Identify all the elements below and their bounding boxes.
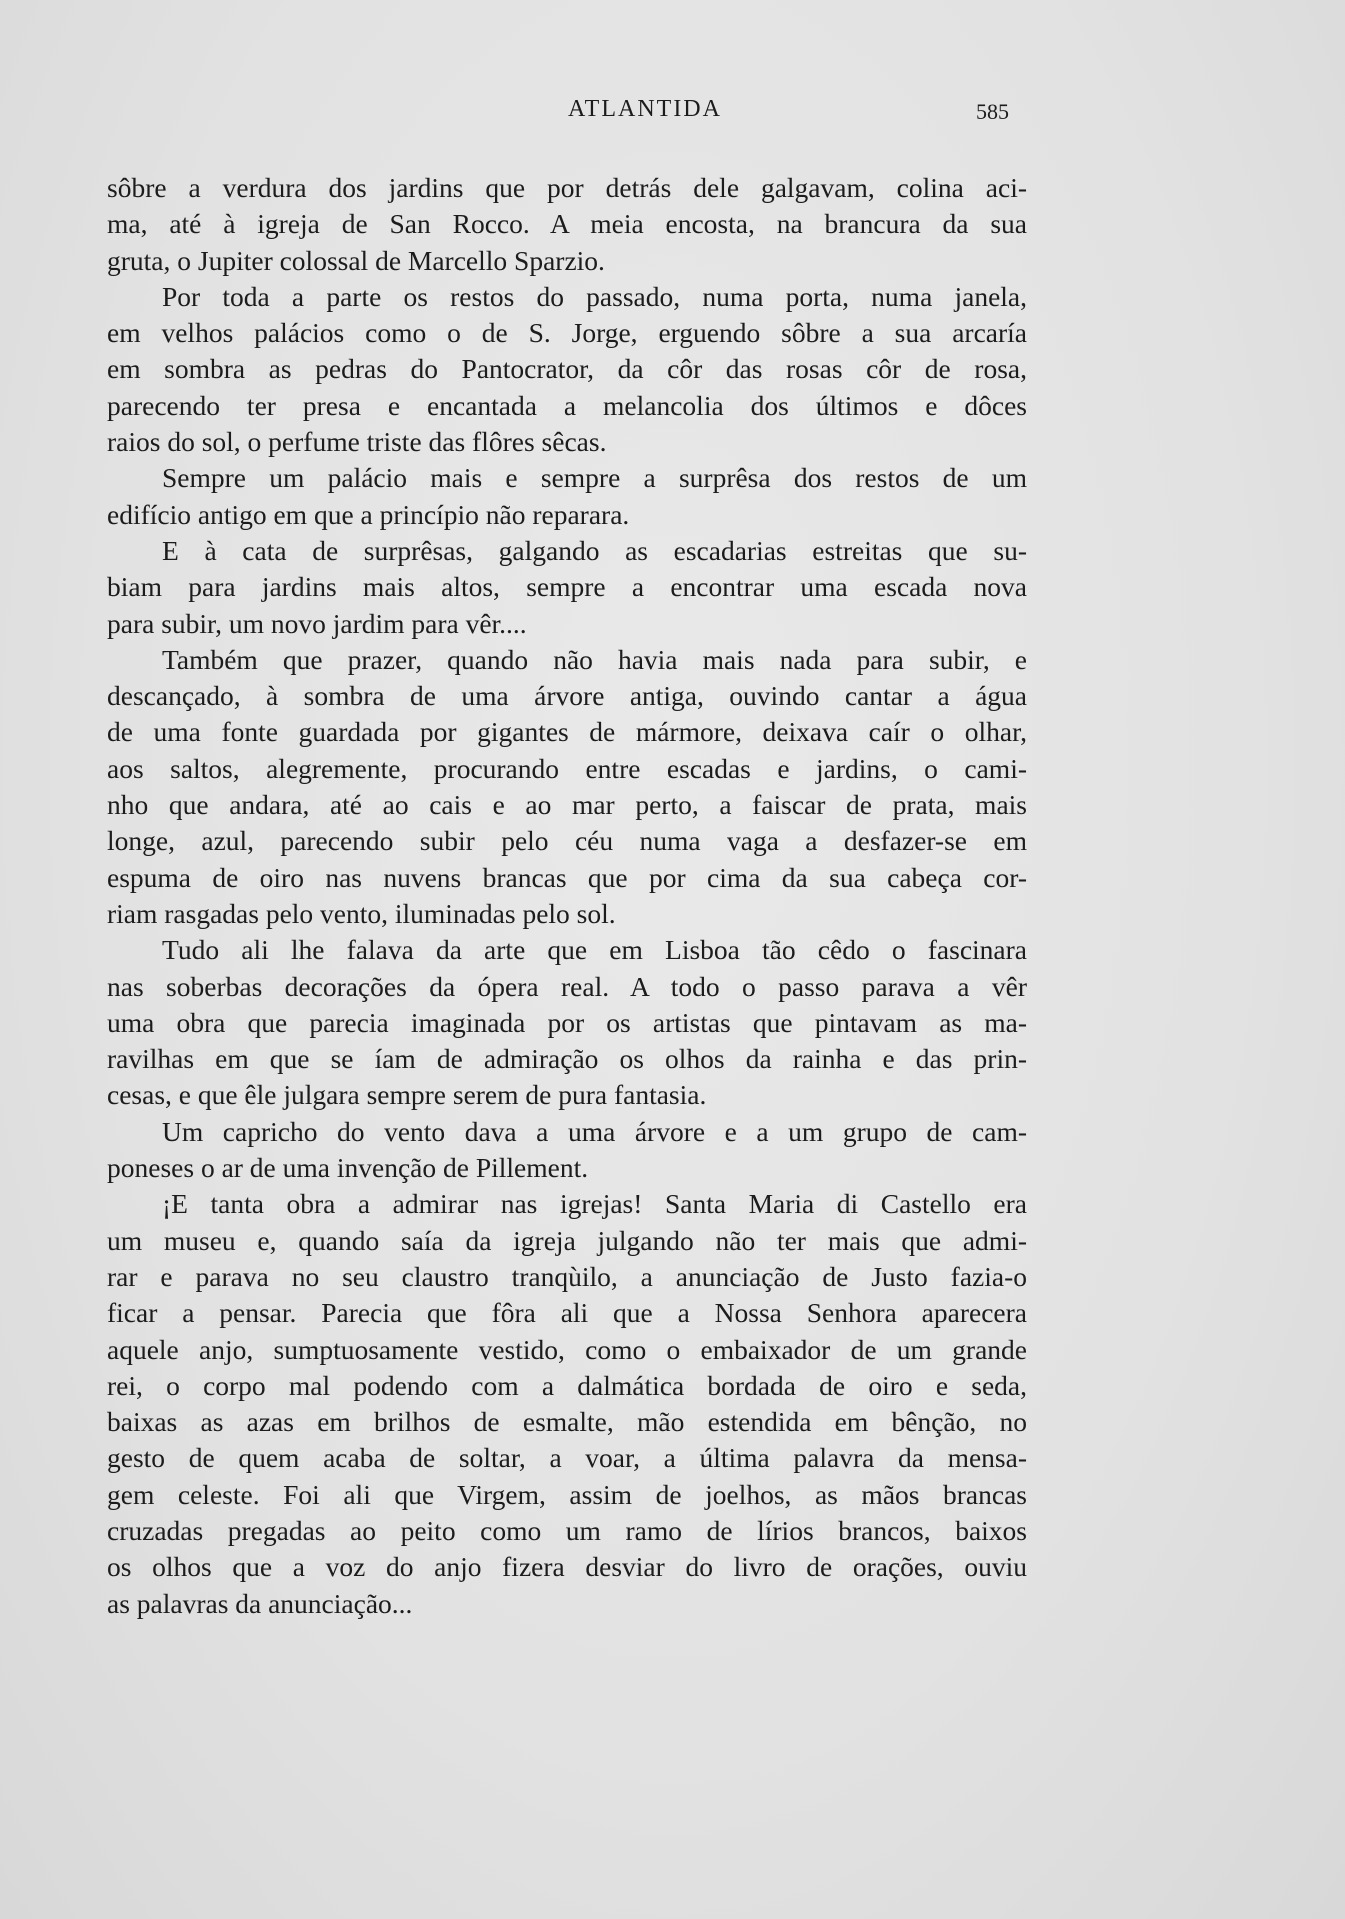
paragraph xyxy=(107,1186,1027,1622)
text-line: E à cata de surprêsas, galgando as escadarias estreitas que su- xyxy=(162,534,1027,566)
text-line: biam para jardins mais altos, sempre a encontrar uma escada nova xyxy=(107,571,1027,603)
paragraph xyxy=(107,170,1027,279)
text-line: aos saltos, alegremente, procurando entre escadas e jardins, o cami- xyxy=(107,752,1027,784)
text-line: gruta, o Jupiter colossal de Marcello Sparzio. xyxy=(107,244,605,276)
paragraph xyxy=(107,533,1027,642)
paragraph xyxy=(107,279,1027,460)
text-line: cruzadas pregadas ao peito como um ramo de lírios brancos, baixos xyxy=(107,1514,1027,1546)
text-line: baixas as azas em brilhos de esmalte, mão estendida em bênção, no xyxy=(107,1406,1027,1438)
text-line: nho que andara, até ao cais e ao mar perto, a faiscar de prata, mais xyxy=(107,789,1027,821)
text-line: em velhos palácios como o de S. Jorge, erguendo sôbre a sua arcaría xyxy=(107,317,1027,349)
text-line: uma obra que parecia imaginada por os artistas que pintavam as ma- xyxy=(107,1006,1027,1038)
paragraph xyxy=(107,460,1027,533)
text-line: um museu e, quando saía da igreja julgando não ter mais que admi- xyxy=(107,1224,1027,1256)
paragraph xyxy=(107,1114,1027,1187)
paragraph xyxy=(107,642,1027,932)
running-title: ATLANTIDA xyxy=(568,96,722,122)
text-line: raios do sol, o perfume triste das flôres sêcas. xyxy=(107,426,607,458)
text-line: edifício antigo em que a princípio não reparara. xyxy=(107,498,630,530)
text-line: Por toda a parte os restos do passado, numa porta, numa janela, xyxy=(162,280,1027,312)
text-line: Sempre um palácio mais e sempre a surprêsa dos restos de um xyxy=(162,462,1027,494)
text-line: parecendo ter presa e encantada a melancolia dos últimos e dôces xyxy=(107,389,1027,421)
text-line: cesas, e que êle julgara sempre serem de pura fantasia. xyxy=(107,1079,707,1111)
text-line: riam rasgadas pelo vento, iluminadas pelo sol. xyxy=(107,897,616,929)
text-line: em sombra as pedras do Pantocrator, da côr das rosas côr de rosa, xyxy=(107,353,1027,385)
text-line: aquele anjo, sumptuosamente vestido, como o embaixador de um grande xyxy=(107,1333,1027,1365)
text-line: para subir, um novo jardim para vêr.... xyxy=(107,607,527,639)
body-text xyxy=(107,170,1027,1622)
text-line: Também que prazer, quando não havia mais nada para subir, e xyxy=(162,643,1027,675)
text-line: descançado, à sombra de uma árvore antiga, ouvindo cantar a água xyxy=(107,680,1027,712)
text-line: de uma fonte guardada por gigantes de mármore, deixava caír o olhar, xyxy=(107,716,1027,748)
text-line: rar e parava no seu claustro tranqùilo, a anunciação de Justo fazia-o xyxy=(107,1260,1027,1292)
text-line: ma, até à igreja de San Rocco. A meia encosta, na brancura da sua xyxy=(107,208,1027,240)
page-header xyxy=(0,96,1345,136)
text-line: ¡E tanta obra a admirar nas igrejas! Santa Maria di Castello era xyxy=(162,1188,1027,1220)
text-line: nas soberbas decorações da ópera real. A todo o passo parava a vêr xyxy=(107,970,1027,1002)
text-line: rei, o corpo mal podendo com a dalmática bordada de oiro e seda, xyxy=(107,1369,1027,1401)
text-line: gesto de quem acaba de soltar, a voar, a última palavra da mensa- xyxy=(107,1442,1027,1474)
text-line: longe, azul, parecendo subir pelo céu numa vaga a desfazer-se em xyxy=(107,825,1027,857)
text-line: gem celeste. Foi ali que Virgem, assim de joelhos, as mãos brancas xyxy=(107,1478,1027,1510)
text-line: espuma de oiro nas nuvens brancas que por cima da sua cabeça cor- xyxy=(107,861,1027,893)
text-line: ficar a pensar. Parecia que fôra ali que a Nossa Senhora aparecera xyxy=(107,1297,1027,1329)
text-line: Um capricho do vento dava a uma árvore e a um grupo de cam- xyxy=(162,1115,1027,1147)
text-line: Tudo ali lhe falava da arte que em Lisboa tão cêdo o fascinara xyxy=(162,934,1027,966)
text-line: as palavras da anunciação... xyxy=(107,1587,413,1619)
paragraph xyxy=(107,932,1027,1113)
text-line: os olhos que a voz do anjo fizera desviar do livro de orações, ouviu xyxy=(107,1551,1027,1583)
text-line: poneses o ar de uma invenção de Pillement. xyxy=(107,1152,589,1184)
page-number: 585 xyxy=(976,99,1009,124)
text-line: sôbre a verdura dos jardins que por detrás dele galgavam, colina aci- xyxy=(107,172,1027,203)
text-line: ravilhas em que se íam de admiração os olhos da rainha e das prin- xyxy=(107,1043,1027,1075)
